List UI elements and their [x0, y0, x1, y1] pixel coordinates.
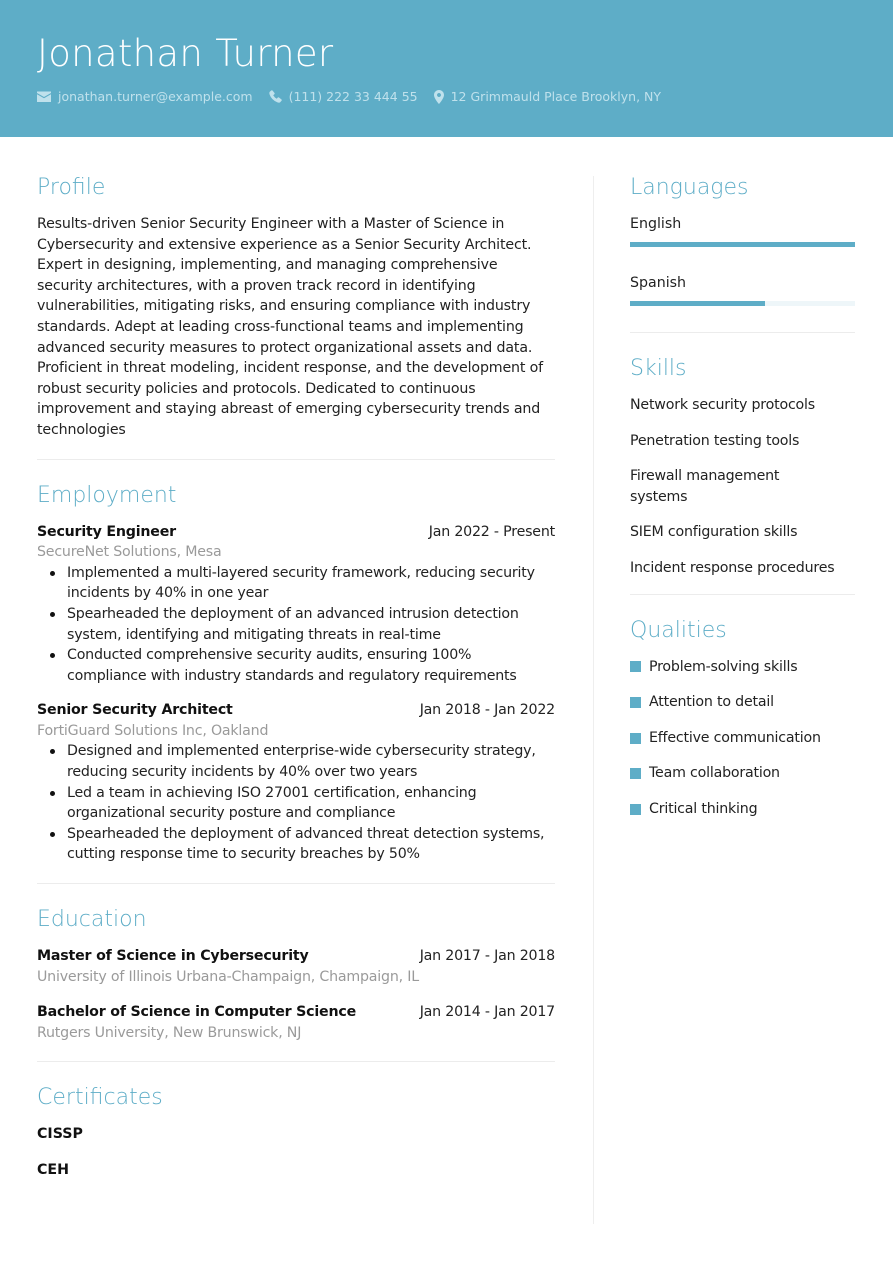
section-divider: [37, 883, 555, 884]
square-bullet-icon: [630, 733, 641, 744]
square-bullet-icon: [630, 661, 641, 672]
certificates-section: [37, 1082, 555, 1180]
job-bullet: Conducted comprehensive security audits, ensuring 100% compliance with industry standards and regulatory requirements: [37, 645, 555, 686]
language-item: [630, 273, 855, 306]
job-company: FortiGuard Solutions Inc, Oakland: [37, 722, 269, 739]
quality-label: Attention to detail: [649, 694, 774, 711]
language-level-bar: [630, 242, 855, 247]
email-text: jonathan.turner@example.com: [58, 89, 253, 104]
section-title-languages: Languages: [630, 175, 749, 200]
job-company: SecureNet Solutions, Mesa: [37, 544, 222, 561]
contact-info: [37, 89, 677, 104]
section-divider: [630, 594, 855, 595]
square-bullet-icon: [630, 768, 641, 779]
section-title-employment: Employment: [37, 482, 177, 508]
phone-icon: [269, 90, 282, 103]
job-date: Jan 2022 - Present: [428, 523, 555, 540]
language-level-fill: [630, 242, 855, 247]
section-divider: [37, 1061, 555, 1062]
language-level-fill: [630, 301, 765, 306]
quality-item: [630, 799, 855, 820]
education-entry: [37, 1002, 555, 1043]
job-entry: [37, 522, 555, 687]
skills-section: [630, 353, 855, 579]
quality-item: [630, 692, 855, 713]
column-divider: [593, 176, 594, 1224]
school: University of Illinois Urbana-Champaign, Champaign, IL: [37, 968, 419, 985]
job-bullet: Implemented a multi-layered security framework, reducing security incidents by 40% in one year: [37, 563, 555, 604]
section-title-education: Education: [37, 907, 147, 933]
quality-item: [630, 763, 855, 784]
phone-text: (111) 222 33 444 55: [288, 89, 418, 104]
contact-phone[interactable]: [269, 89, 418, 104]
employment-section: [37, 480, 555, 866]
quality-label: Critical thinking: [649, 800, 758, 817]
skill-item: Penetration testing tools: [630, 432, 800, 449]
quality-label: Team collaboration: [649, 765, 780, 782]
address-text: 12 Grimmauld Place Brooklyn, NY: [450, 89, 662, 104]
section-title-skills: Skills: [630, 356, 687, 381]
language-name: English: [630, 216, 682, 232]
skill-item: Firewall management systems: [630, 468, 780, 505]
square-bullet-icon: [630, 804, 641, 815]
language-level-bar: [630, 301, 855, 306]
job-bullets: [37, 741, 555, 865]
skill-item: SIEM configuration skills: [630, 524, 798, 541]
education-date: Jan 2017 - Jan 2018: [419, 948, 555, 965]
job-bullet: Designed and implemented enterprise-wide cybersecurity strategy, reducing security incidents by 40% over two years: [37, 741, 555, 782]
square-bullet-icon: [630, 697, 641, 708]
contact-address: [434, 89, 661, 104]
job-bullet: Spearheaded the deployment of an advanced intrusion detection system, identifying and mitigating threats in real-time: [37, 604, 555, 645]
contact-email[interactable]: [37, 89, 253, 104]
school: Rutgers University, New Brunswick, NJ: [37, 1024, 302, 1041]
profile-summary: Results-driven Senior Security Engineer with a Master of Science in Cybersecurity and extensive experience as a Senior Security Architect. Expert in designing, implementing, and managing comprehensive security architectures, with a proven track record in identifying vulnerabilities, mitigating risks, and ensuring compliance with industry standards. Adept at leading cross-functional teams and implementing advanced security measures to protect organizational assets and data. Proficient in threat modeling, incident response, and the development of robust security policies and protocols. Dedicated to continuous improvement and staying abreast of emerging cybersecurity trends and technologies: [37, 216, 544, 438]
quality-label: Problem-solving skills: [649, 658, 798, 675]
section-title-profile: Profile: [37, 175, 106, 200]
skill-item: Network security protocols: [630, 397, 815, 413]
job-date: Jan 2018 - Jan 2022: [419, 702, 555, 719]
skill-item: Incident response procedures: [630, 559, 835, 576]
main-column: [37, 172, 555, 1196]
education-entry: [37, 946, 555, 987]
job-bullet: Spearheaded the deployment of advanced threat detection systems, cutting response time to security breaches by 50%: [37, 824, 555, 865]
job-bullets: [37, 563, 555, 687]
degree: Bachelor of Science in Computer Science: [37, 1004, 356, 1021]
quality-item: [630, 728, 855, 749]
quality-item: [630, 657, 855, 678]
language-item: [630, 214, 855, 247]
certificate-item: CEH: [37, 1162, 69, 1178]
section-title-certificates: Certificates: [37, 1085, 163, 1111]
section-divider: [37, 459, 555, 460]
envelope-icon: [37, 91, 51, 102]
education-section: [37, 904, 555, 1043]
languages-section: [630, 172, 855, 306]
candidate-name: Jonathan Turner: [37, 32, 334, 75]
sidebar-column: [630, 172, 855, 835]
profile-section: [37, 172, 555, 441]
job-title: Security Engineer: [37, 523, 176, 540]
job-entry: [37, 700, 555, 865]
qualities-section: [630, 615, 855, 820]
resume-header: [0, 0, 893, 137]
job-bullet: Led a team in achieving ISO 27001 certification, enhancing organizational security posture and compliance: [37, 783, 555, 824]
certificate-item: CISSP: [37, 1126, 83, 1143]
map-pin-icon: [434, 90, 444, 104]
job-title: Senior Security Architect: [37, 702, 233, 719]
section-title-qualities: Qualities: [630, 617, 727, 643]
education-date: Jan 2014 - Jan 2017: [419, 1004, 555, 1021]
language-name: Spanish: [630, 275, 687, 291]
degree: Master of Science in Cybersecurity: [37, 948, 309, 965]
quality-label: Effective communication: [649, 729, 821, 746]
section-divider: [630, 332, 855, 333]
